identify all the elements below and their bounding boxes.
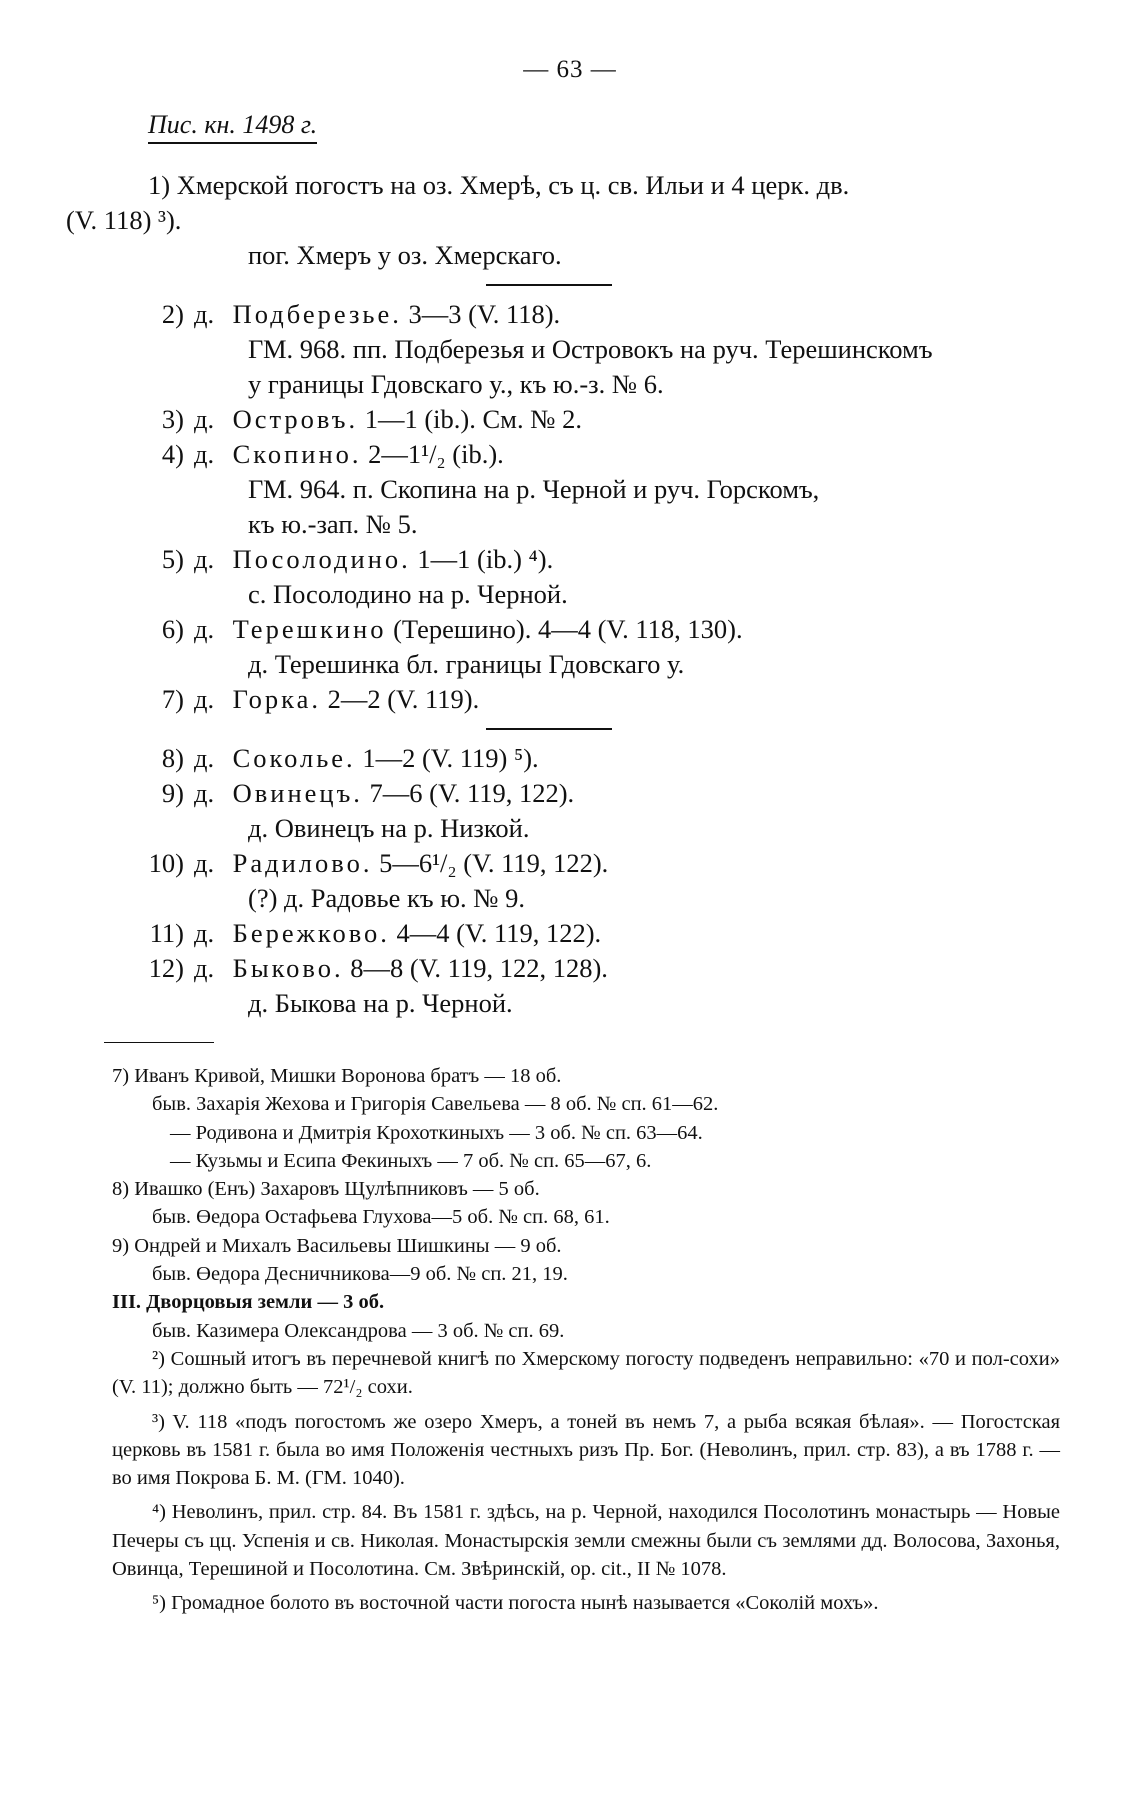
entry-name: Скопино. — [232, 439, 362, 469]
footnote-3: ³) V. 118 «подъ погостомъ же озеро Хмеръ, а тоней въ немъ 7, а рыба всякая бѣлая». — Погостская церковь въ 1581 г. была во имя Положенія честныхъ ризъ Пр. Бог. (Неволинъ, прил. стр. 83), а въ 1788 г. — во имя Покрова Б. М. (ГМ. 1040). — [112, 1410, 1060, 1490]
entry-values: 1—1 (ib.) ⁴). — [417, 544, 554, 574]
entry-4-note-2: къ ю.-зап. № 5. — [248, 509, 418, 539]
entry-7 — [66, 682, 1066, 717]
entry-values: 1—2 (V. 119) ⁵). — [362, 743, 539, 773]
entry-number: 4) — [161, 439, 184, 469]
note-9-line: быв. Өедора Десничникова—9 об. № сп. 21, 19. — [152, 1263, 568, 1286]
entry-2 — [66, 297, 1066, 332]
entry-number: 5) — [161, 544, 184, 574]
entry-6-note: д. Терешинка бл. границы Гдовскаго у. — [248, 649, 685, 679]
entry-values: 2—2 (V. 119). — [327, 684, 480, 714]
entry-2-note-2: у границы Гдовскаго у., къ ю.-з. № 6. — [248, 369, 664, 399]
entry-values: 2—1¹/₂ (ib.). — [368, 439, 504, 469]
entry-type: д. — [194, 743, 215, 773]
entry-values: 4—4 (V. 119, 122). — [396, 918, 602, 948]
entry-values: (Терешино). 4—4 (V. 118, 130). — [393, 614, 743, 644]
entry-1-line-1: 1) Хмерской погостъ на оз. Хмерѣ, съ ц. св. Ильи и 4 церк. дв. — [148, 170, 850, 200]
entry-number: 7) — [161, 684, 184, 714]
entry-4 — [66, 437, 1066, 472]
notes-section — [112, 1062, 1060, 1624]
entry-number: 9) — [161, 778, 184, 808]
entry-3 — [66, 402, 1066, 437]
entry-name: Быково. — [232, 953, 344, 983]
palace-lands-line: быв. Казимера Олександрова — 3 об. № сп. 69. — [152, 1319, 565, 1342]
entry-2-note-1: ГМ. 968. пп. Подберезья и Островокъ на руч. Терешинскомъ — [248, 334, 933, 364]
entry-1-line-2: (V. 118) ³). — [66, 205, 182, 235]
palace-lands-heading: III. Дворцовыя земли — 3 об. — [112, 1291, 385, 1314]
entry-number: 2) — [161, 299, 184, 329]
entry-name: Бережково. — [232, 918, 390, 948]
entry-9-note: д. Овинецъ на р. Низкой. — [248, 813, 530, 843]
entry-type: д. — [194, 439, 215, 469]
main-list — [66, 168, 1066, 1021]
entry-number: 6) — [161, 614, 184, 644]
entry-9 — [66, 776, 1066, 811]
entry-type: д. — [194, 404, 215, 434]
entry-name: Терешкино — [232, 614, 387, 644]
note-7-line: — Родивона и Дмитрія Крохоткиныхъ — 3 об. № сп. 63—64. — [170, 1121, 703, 1144]
footnote-2: ²) Сошный итогъ въ перечневой книгѣ по Хмерскому погосту подведенъ неправильно: «70 и пол-сохи» (V. 11); должно быть — 72¹/₂ сохи. — [112, 1347, 1060, 1399]
note-8-line: 8) Ивашко (Енъ) Захаровъ Щулѣпниковъ — 5 об. — [112, 1178, 540, 1201]
entry-number: 8) — [161, 743, 184, 773]
entry-11 — [66, 916, 1066, 951]
entry-type: д. — [194, 614, 215, 644]
note-7-line: 7) Иванъ Кривой, Мишки Воронова братъ — 18 об. — [112, 1065, 562, 1087]
entry-type: д. — [194, 918, 215, 948]
entry-type: д. — [194, 299, 215, 329]
entry-12-note: д. Быкова на р. Черной. — [248, 988, 513, 1018]
note-7-line: быв. Захарія Жехова и Григорія Савельева — 8 об. № сп. 61—62. — [152, 1093, 719, 1116]
entry-type: д. — [194, 778, 215, 808]
entry-name: Овинецъ. — [232, 778, 363, 808]
entry-values: 7—6 (V. 119, 122). — [369, 778, 575, 808]
entry-number: 11) — [149, 918, 184, 948]
entry-name: Посолодино. — [232, 544, 411, 574]
entry-values: 1—1 (ib.). См. № 2. — [364, 404, 582, 434]
entry-name: Островъ. — [232, 404, 359, 434]
section-divider — [486, 728, 612, 730]
entry-8 — [66, 741, 1066, 776]
page-number: — 63 — — [523, 56, 617, 83]
footnote-4: ⁴) Неволинъ, прил. стр. 84. Въ 1581 г. здѣсь, на р. Черной, находился Посолотинъ монастырь — Новые Печеры съ цц. Успенія и св. Николая. Монастырскія земли смежны были съ землями дд. Волосова, Захонья, Овинца, Терешиной и Посолотина. См. Звѣринскій, op. cit., II № 1078. — [112, 1501, 1060, 1581]
entry-1-note: пог. Хмеръ у оз. Хмерскаго. — [248, 240, 562, 270]
entry-number: 10) — [148, 848, 184, 878]
entry-4-note-1: ГМ. 964. п. Скопина на р. Черной и руч. Горскомъ, — [248, 474, 820, 504]
entry-name: Горка. — [232, 684, 321, 714]
footnotes — [112, 1345, 1060, 1618]
entry-12 — [66, 951, 1066, 986]
note-8-line: быв. Өедора Остафьева Глухова—5 об. № сп. 68, 61. — [152, 1206, 610, 1229]
entry-10-note: (?) д. Радовье къ ю. № 9. — [248, 883, 526, 913]
entry-type: д. — [194, 848, 215, 878]
entry-type: д. — [194, 684, 215, 714]
entry-number: 12) — [148, 953, 184, 983]
entry-10 — [66, 846, 1066, 881]
footnote-5: ⁵) Громадное болото въ восточной части погоста нынѣ называется «Соколій мохъ». — [152, 1592, 879, 1615]
entry-6 — [66, 612, 1066, 647]
entry-name: Радилово. — [232, 848, 373, 878]
note-9-line: 9) Ондрей и Михалъ Васильевы Шишкины — 9 об. — [112, 1234, 562, 1257]
entry-name: Подберезье. — [232, 299, 402, 329]
entry-values: 8—8 (V. 119, 122, 128). — [350, 953, 608, 983]
entry-values: 5—6¹/₂ (V. 119, 122). — [379, 848, 609, 878]
entry-number: 3) — [161, 404, 184, 434]
section-header: Пис. кн. 1498 г. — [148, 110, 317, 144]
entry-values: 3—3 (V. 118). — [408, 299, 561, 329]
section-divider — [486, 284, 612, 286]
note-7-line: — Кузьмы и Есипа Фекиныхъ — 7 об. № сп. 65—67, 6. — [170, 1149, 652, 1172]
entry-5 — [66, 542, 1066, 577]
footnote-rule — [104, 1042, 214, 1043]
entry-name: Соколье. — [232, 743, 356, 773]
entry-5-note: с. Посолодино на р. Черной. — [248, 579, 568, 609]
entry-type: д. — [194, 544, 215, 574]
entry-type: д. — [194, 953, 215, 983]
